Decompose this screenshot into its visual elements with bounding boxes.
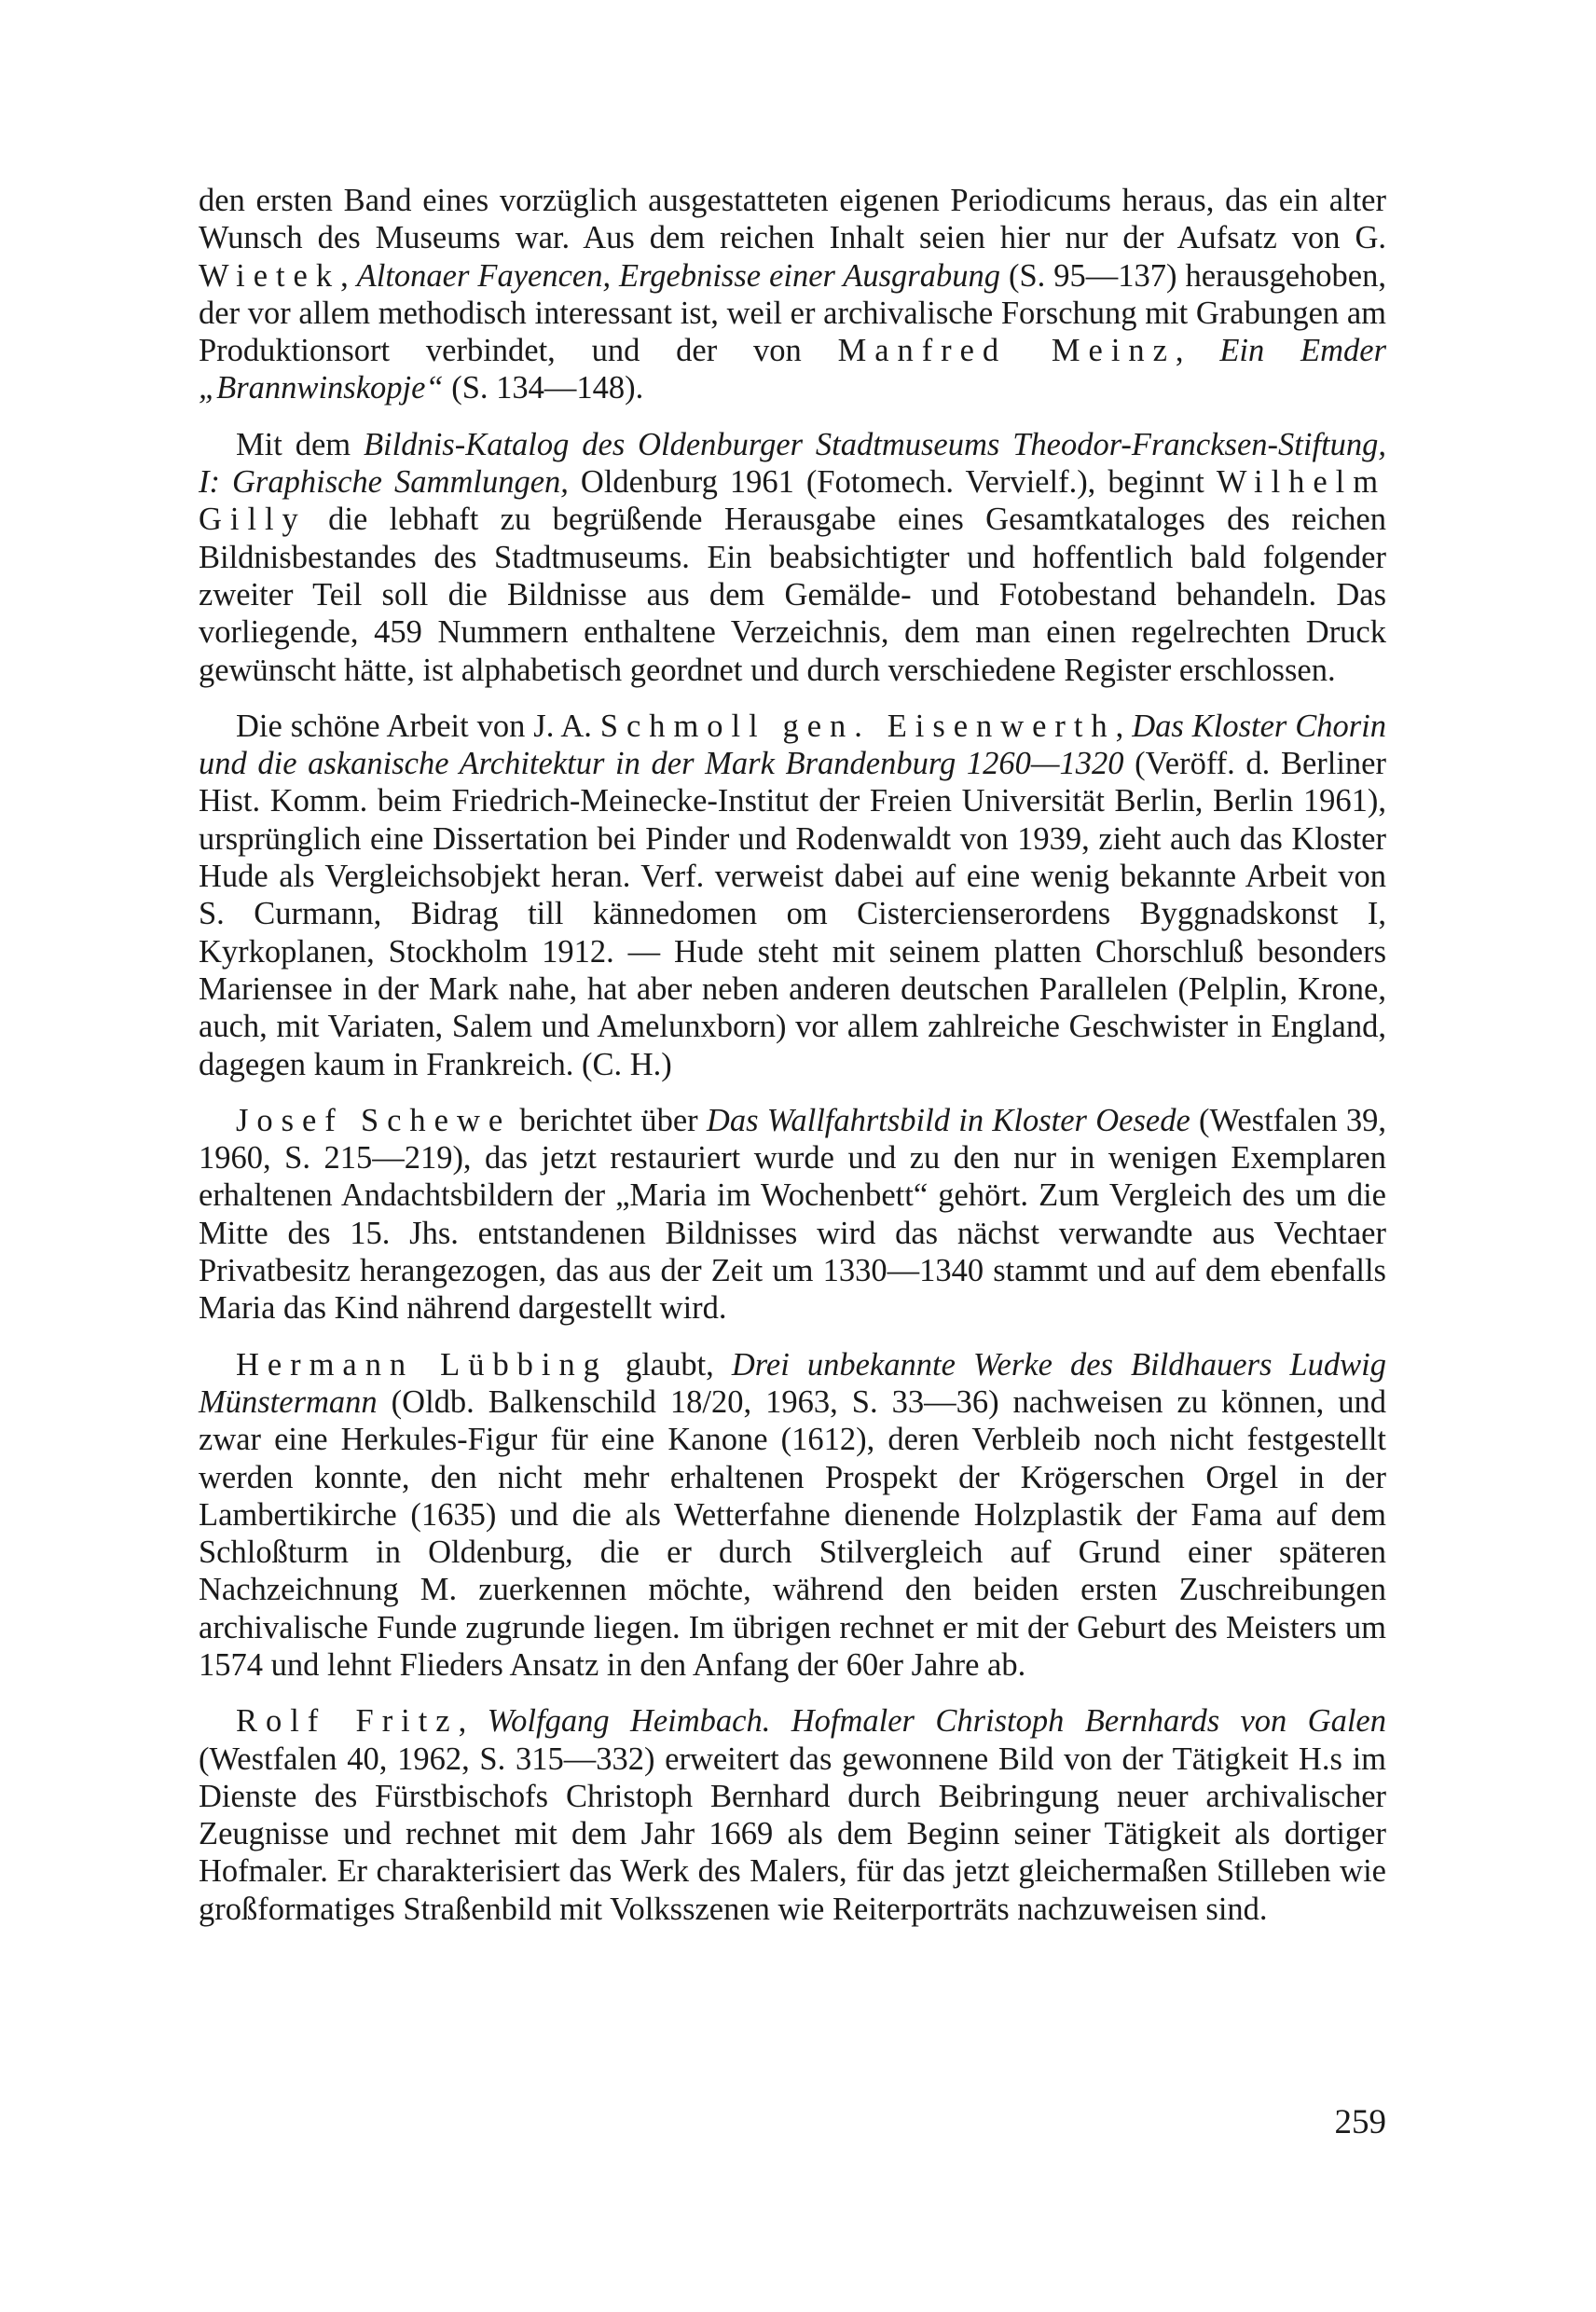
page-number: 259	[1334, 2103, 1386, 2141]
text-run: (S. 95—137) herausgehoben, der vor allem methodisch interessant ist, weil er archivalische Forschung mit Grabungen am Produktionsort verbindet, und der von	[199, 257, 1386, 369]
text-run: Oldenburg 1961 (Fotomech. Vervielf.), beginnt	[568, 464, 1217, 501]
text-run: (Oldb. Balkenschild 18/20, 1963, S. 33—36) nachweisen zu können, und zwar eine Herkules-Figur für eine Kanone (1612), deren Verbleib noch nicht festgestellt werden konnte, den nicht mehr erhaltenen Prospekt der Krögerschen Orgel in der Lambertikirche (1635) und die als Wetterfahne dienende Holzplastik der Fama auf dem Schloßturm in Oldenburg, die er durch Stilvergleich auf Grund einer späteren Nachzeichnung M. zuerkennen möchte, während den beiden ersten Zuschreibungen archivalische Funde zugrunde liegen. Im übrigen rechnet er mit der Geburt des Meisters um 1574 und lehnt Flieders Ansatz in den Anfang der 60er Jahre ab.	[199, 1383, 1386, 1683]
page-body	[199, 182, 1386, 1947]
author-name: Josef Schewe	[236, 1102, 512, 1138]
text-run: glaubt,	[607, 1346, 732, 1383]
paragraph-1	[199, 182, 1386, 407]
paragraph-2	[199, 426, 1386, 689]
text-run: ,	[458, 1703, 488, 1740]
text-run: ,	[1175, 333, 1220, 369]
text-run: den ersten Band eines vorzüglich ausgestatteten eigenen Periodicums heraus, das ein alter Wunsch des Museums war. Aus dem reichen Inhalt seien hier nur der Aufsatz von G.	[199, 183, 1386, 256]
paragraph-3	[199, 708, 1386, 1083]
title-italic: Das Kloster Chorin und die askanische Architektur in der Mark Brandenburg 1260—1320	[199, 708, 1387, 782]
author-name: Schmoll gen. Eisenwerth	[599, 708, 1116, 744]
paragraph-4	[199, 1102, 1386, 1328]
text-run: Mit dem	[236, 426, 364, 462]
text-run: (Westfalen 39, 1960, S. 215—219), das jetzt restauriert wurde und zu den nur in wenigen Exemplaren erhaltenen Andachtsbildern der „Maria im Wochenbett“ gehört. Zum Vergleich des um die Mitte des 15. Jhs. entstandenen Bildnisses wird das nächst verwandte aus Vechtaer Privatbesitz herangezogen, das aus der Zeit um 1330—1340 stammt und auf dem ebenfalls Maria das Kind nährend dargestellt wird.	[199, 1102, 1386, 1327]
text-run: berichtet über	[511, 1102, 707, 1138]
text-run: Die schöne Arbeit von J. A.	[236, 708, 600, 744]
paragraph-5	[199, 1346, 1386, 1685]
text-run: ,	[340, 257, 357, 294]
text-run: (Westfalen 40, 1962, S. 315—332) erweitert das gewonnene Bild von der Tätigkeit H.s im Dienste des Fürstbischofs Christoph Bernhard durch Beibringung neuer archivalischer Zeugnisse und rechnet mit dem Jahr 1669 als dem Beginn seiner Tätigkeit als dortiger Hofmaler. Er charakterisiert das Werk des Malers, für das jetzt gleichermaßen Stilleben wie großformatiges Straßenbild mit Volksszenen wie Reiterporträts nachzuweisen sind.	[199, 1741, 1386, 1927]
author-name: Hermann Lübbing	[236, 1346, 608, 1383]
paragraph-6	[199, 1702, 1386, 1928]
title-italic: Wolfgang Heimbach. Hofmaler Christoph Bernhards von Galen	[487, 1703, 1386, 1740]
author-name: Manfred Meinz	[837, 333, 1176, 369]
title-italic: Altonaer Fayencen, Ergebnisse einer Ausgrabung	[356, 257, 1000, 294]
title-italic: Drei unbekannte Werke des Bildhauers Ludwig Münstermann	[199, 1346, 1387, 1420]
text-run: ,	[1115, 708, 1133, 744]
title-italic: Das Wallfahrtsbild in Kloster Oesede	[706, 1102, 1190, 1138]
text-run: (S. 134—148).	[443, 370, 644, 406]
text-run: (Veröff. d. Berliner Hist. Komm. beim Friedrich-Meinecke-Institut der Freien Universität Berlin, Berlin 1961), ursprünglich eine Dissertation bei Pinder und Rodenwaldt von 1939, zieht auch das Kloster Hude als Vergleichsobjekt heran. Verf. verweist dabei auf eine wenig bekannte Arbeit von S. Curmann, Bidrag till kännedomen om Cistercienserordens Byggnadskonst I, Kyrkoplanen, Stockholm 1912. — Hude steht mit seinem platten Chorschluß besonders Mariensee in der Mark nahe, hat aber neben anderen deutschen Parallelen (Pelplin, Krone, auch, mit Variaten, Salem und Amelunxborn) vor allem zahlreiche Geschwister in England, dagegen kaum in Frankreich. (C. H.)	[199, 746, 1386, 1082]
title-italic: Bildnis-Katalog des Oldenburger Stadtmuseums Theodor-Francksen-Stiftung, I: Graphische Sammlungen,	[199, 426, 1386, 501]
author-name: Wilhelm Gilly	[199, 464, 1386, 538]
text-run: die lebhaft zu begrüßende Herausgabe eines Gesamtkataloges des reichen Bildnisbestandes des Stadtmuseums. Ein beabsichtigter und hoffentlich bald folgender zweiter Teil soll die Bildnisse aus dem Gemälde- und Fotobestand behandeln. Das vorliegende, 459 Nummern enthaltene Verzeichnis, dem man einen regelrechten Druck gewünscht hätte, ist alphabetisch geordnet und durch verschiedene Register erschlossen.	[199, 502, 1386, 688]
author-name: Rolf Fritz	[236, 1703, 459, 1740]
title-italic: Ein Emder „Brannwinskopje“	[199, 333, 1387, 406]
author-name: Wietek	[199, 257, 341, 294]
